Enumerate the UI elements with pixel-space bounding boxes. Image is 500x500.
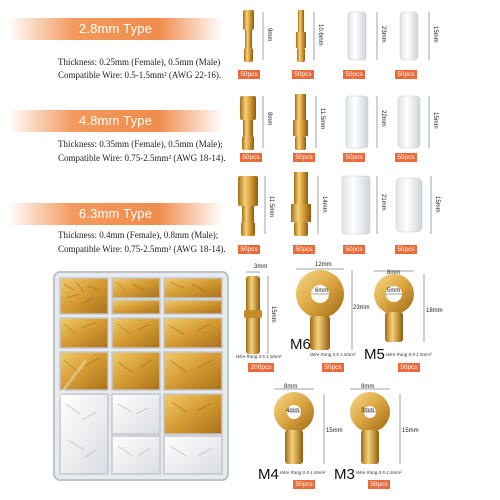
qty-badge: 50pcs	[240, 153, 262, 162]
qty-badge: 50pcs	[322, 363, 344, 372]
dim-label: 9mm	[266, 28, 272, 42]
dim-label: 21mm	[380, 194, 386, 211]
dim-label: 15mm	[270, 306, 276, 323]
model-label: M3	[334, 466, 355, 483]
qty-badge: 50pcs	[293, 480, 315, 489]
dim-label: 14mm	[321, 196, 327, 213]
dim-label: 3mm	[361, 408, 375, 414]
type-banner: 4.8mm Type	[8, 110, 223, 132]
thickness-spec: Thickness: 0.25mm (Female), 0.5mm (Male)	[58, 57, 221, 67]
wire-range-label: Wire Rang 0.5-1.5mm²	[386, 352, 432, 357]
dim-label: 11.5mm	[319, 108, 325, 130]
ring-terminal-diagrams	[236, 262, 500, 500]
dim-label: 8mm	[266, 112, 272, 126]
wire-spec: Compatible Wire: 0.5-1.5mm² (AWG 22-16).	[58, 70, 222, 80]
qty-badge: 50pcs	[395, 153, 417, 162]
dim-label: 11.5mm	[268, 196, 274, 218]
dim-label: 15mm	[432, 112, 438, 129]
model-label: M4	[258, 466, 279, 483]
model-label: M5	[364, 346, 385, 363]
dim-label: 15mm	[432, 26, 438, 43]
female-terminal-6-3	[238, 176, 258, 236]
dim-label: 8mm	[387, 270, 401, 276]
male-terminal-2-8	[296, 10, 306, 62]
qty-badge: 50pcs	[343, 70, 365, 79]
dim-label: 12mm	[315, 262, 332, 268]
qty-badge: 50pcs	[343, 245, 365, 254]
wire-range-label: Wire Rang 0.5-1.5mm²	[280, 470, 326, 475]
qty-badge: 50pcs	[368, 480, 390, 489]
qty-badge: 50pcs	[398, 363, 420, 372]
dim-label: 23mm	[353, 305, 370, 311]
female-terminal-4-8	[240, 96, 256, 150]
dim-label: 6mm	[315, 288, 329, 294]
dim-label: 15mm	[326, 428, 343, 434]
organizer-box-photo	[52, 270, 230, 482]
male-sleeve-2-8	[400, 12, 418, 60]
qty-badge: 50pcs	[343, 153, 365, 162]
dim-label: 4mm	[286, 408, 300, 414]
wire-spec: Compatible Wire: 0.75-2.5mm² (AWG 18-14).	[58, 244, 226, 254]
wire-spec: Compatible Wire: 0.75-2.5mm² (AWG 18-14).	[58, 153, 226, 163]
male-terminal-4-8	[293, 94, 308, 150]
dim-label: 10.6mm	[317, 24, 323, 46]
terminal-grid	[236, 0, 500, 260]
wire-range-label: Wire Rang 0.5-1.5mm²	[356, 470, 402, 475]
dim-label: 15mm	[434, 196, 440, 213]
wire-range-label: Wire Rang 0.5-1.5mm²	[310, 352, 356, 357]
qty-badge: 50pcs	[395, 70, 417, 79]
type-banner: 2.8mm Type	[8, 18, 223, 40]
qty-badge: 50pcs	[238, 245, 260, 254]
butt-connector	[244, 276, 262, 354]
qty-badge: 50pcs	[292, 70, 314, 79]
female-sleeve-4-8	[346, 96, 368, 148]
male-sleeve-6-3	[396, 178, 422, 232]
qty-badge: 200pcs	[248, 363, 274, 372]
female-sleeve-2-8	[348, 12, 366, 60]
qty-badge: 50pcs	[293, 153, 315, 162]
dim-label: 8mm	[361, 384, 375, 390]
wire-range-label: Wire Rang 0.5-1.5mm²	[236, 354, 282, 359]
dim-label: 18mm	[426, 308, 443, 314]
dim-label: 23mm	[380, 26, 386, 43]
qty-badge: 50pcs	[395, 245, 417, 254]
male-sleeve-4-8	[398, 96, 420, 148]
ring-terminal-m5	[374, 274, 414, 342]
thickness-spec: Thickness: 0.4mm (Female), 0.8mm (Male);	[58, 230, 219, 240]
qty-badge: 50pcs	[238, 70, 260, 79]
male-terminal-6-3	[291, 172, 311, 236]
ring-terminal-m4	[274, 392, 314, 464]
model-label: M6	[290, 336, 311, 353]
thickness-spec: Thickness: 0.35mm (Female), 0.5mm (Male);	[58, 139, 223, 149]
ring-terminal-m3	[350, 392, 390, 464]
female-terminal-2-8	[243, 10, 254, 62]
dim-label: 8mm	[284, 384, 298, 390]
qty-badge: 50pcs	[293, 245, 315, 254]
type-banner: 6.3mm Type	[8, 203, 223, 225]
dim-label: 5mm	[387, 288, 401, 294]
dim-label: 22mm	[380, 110, 386, 127]
dim-label: 15mm	[402, 428, 419, 434]
female-sleeve-6-3	[342, 176, 370, 234]
dim-label: 3mm	[254, 264, 268, 270]
